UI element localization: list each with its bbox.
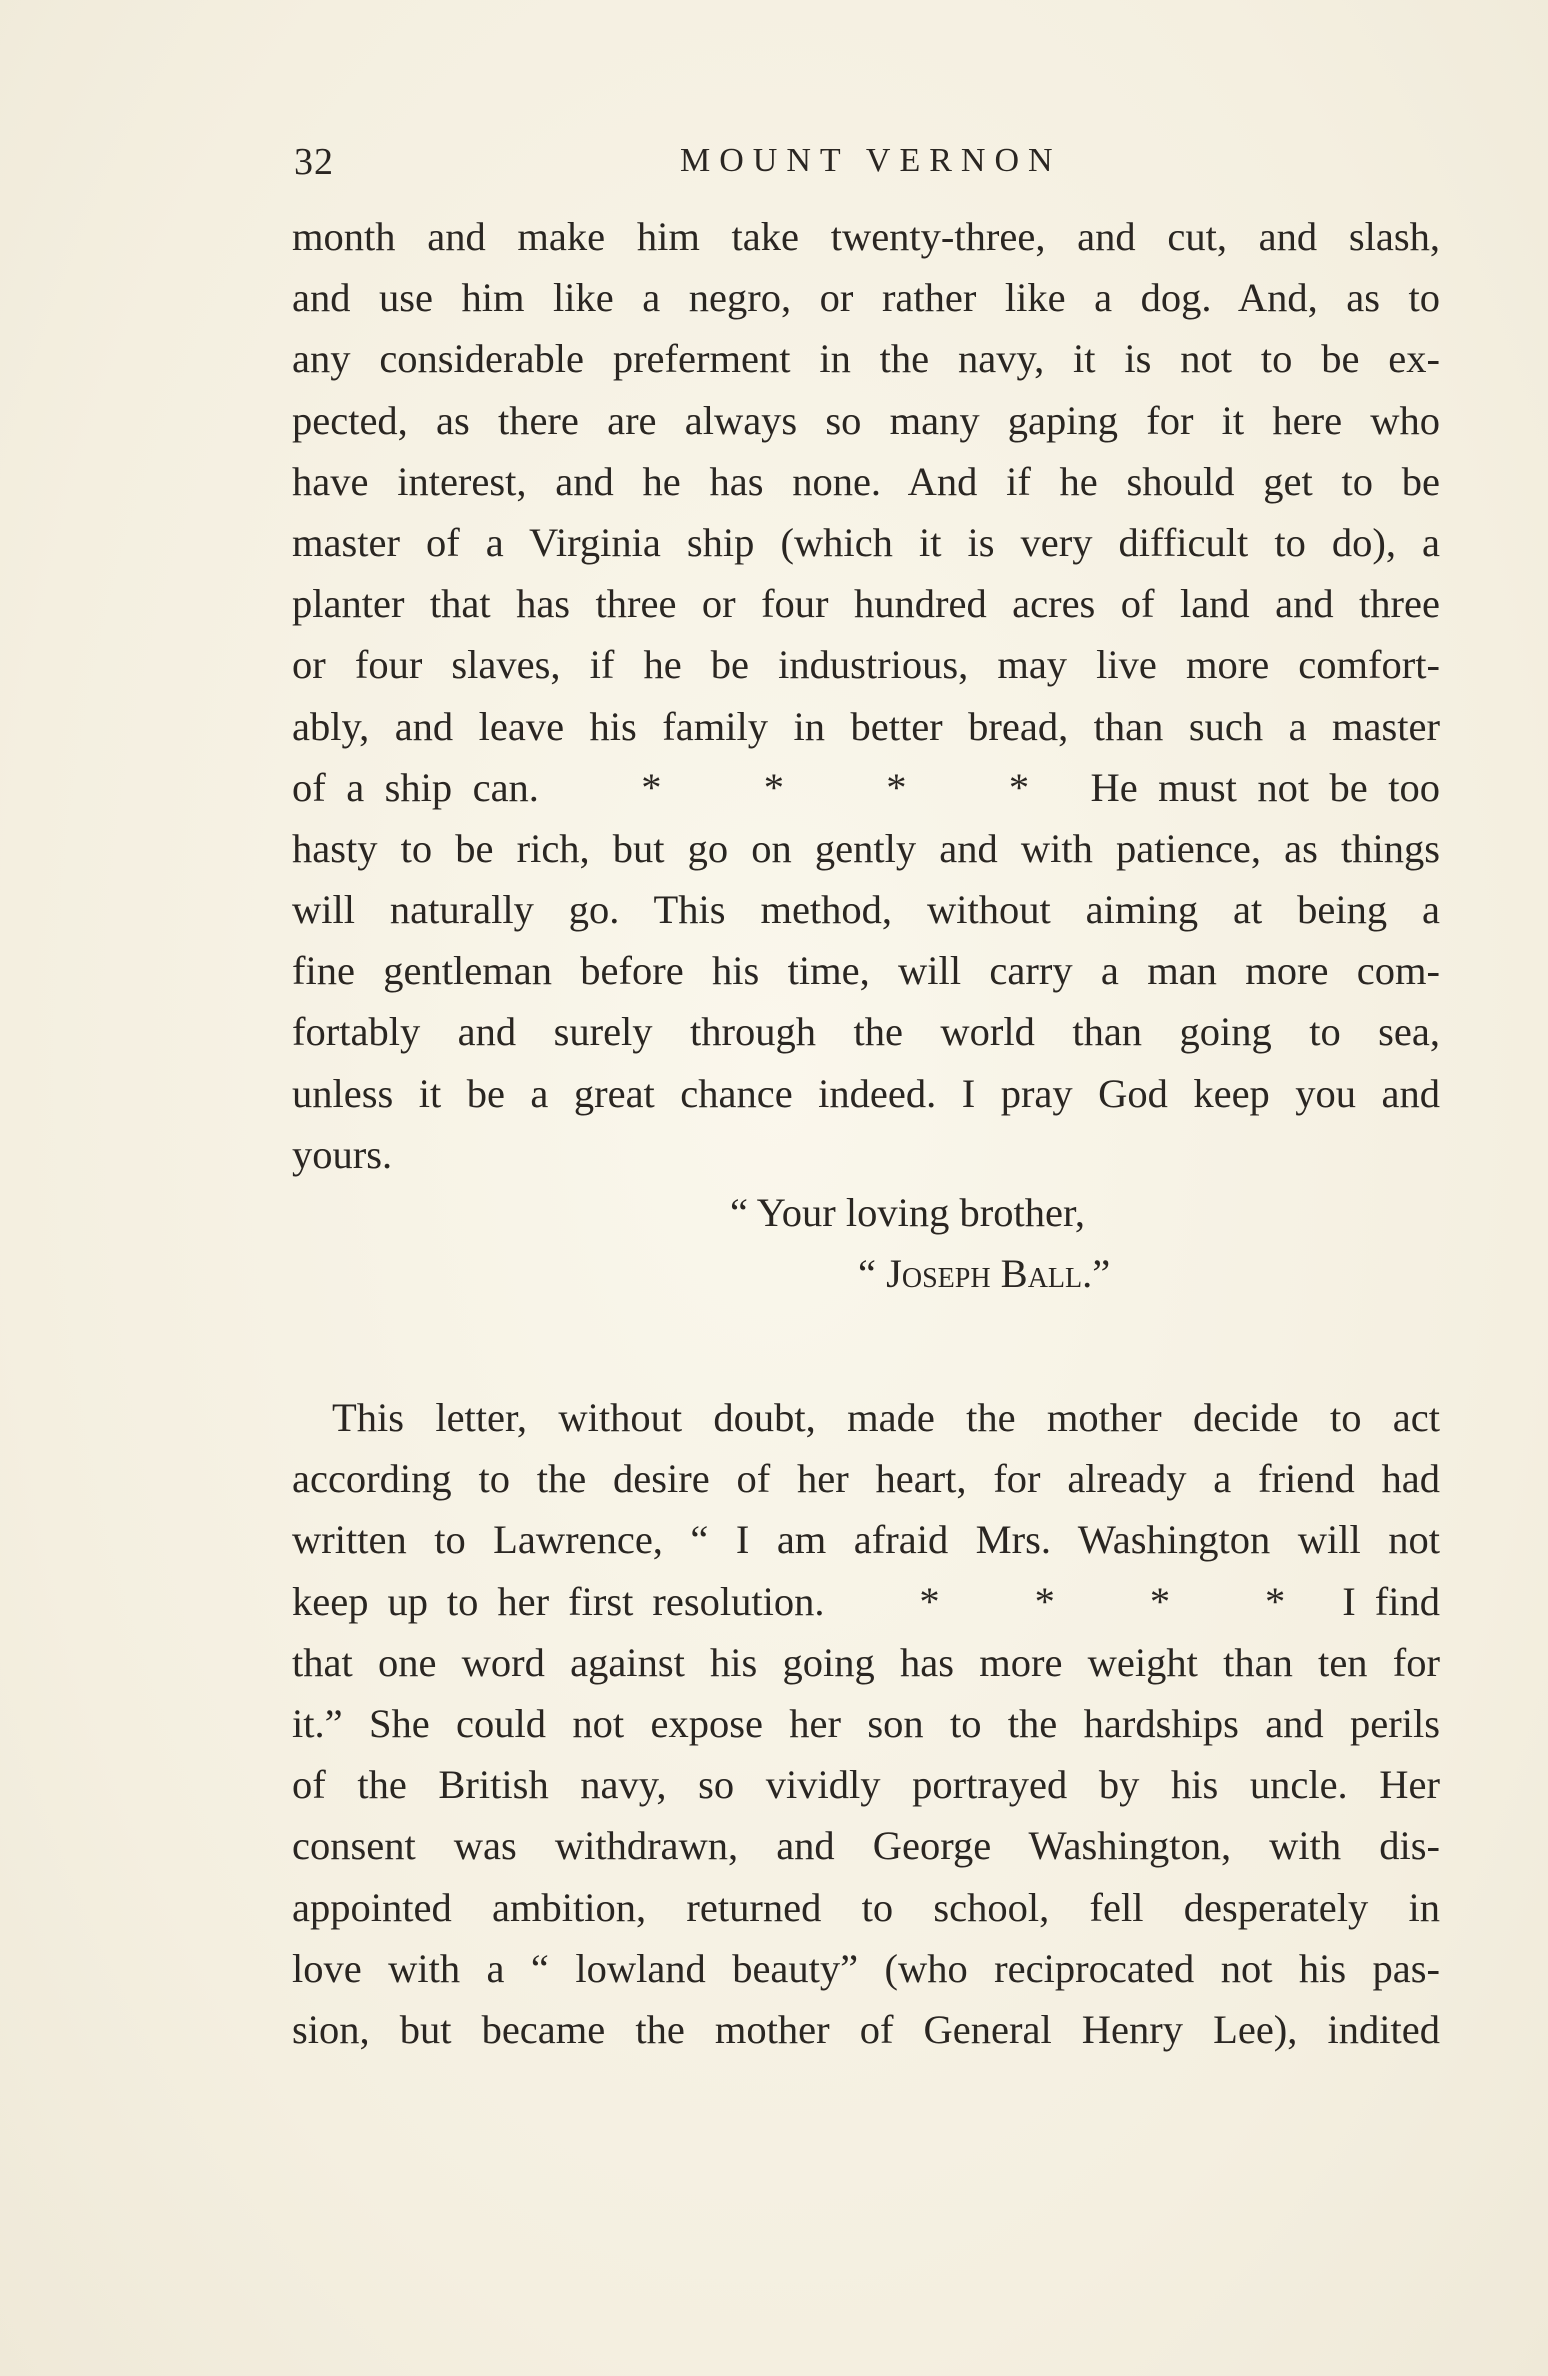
text-line: it.” She could not expose her son to the hardships and perils: [292, 1700, 1440, 1746]
text-line: fortably and surely through the world than going to sea,: [292, 1009, 1440, 1055]
text-line: will naturally go. This method, without aiming at being a: [292, 887, 1440, 933]
text-line: pected, as there are always so many gaping for it here who: [292, 397, 1440, 443]
text-line: according to the desire of her heart, for already a friend had: [292, 1456, 1440, 1502]
text-line: any considerable preferment in the navy, it is not to be ex-: [292, 336, 1440, 382]
text-line: fine gentleman before his time, will carry a man more com-: [292, 948, 1440, 994]
page-header: [290, 140, 1440, 190]
text-line: planter that has three or four hundred acres of land and three: [292, 581, 1440, 627]
text-line: or four slaves, if he be industrious, may live more comfort-: [292, 642, 1440, 688]
narrative-paragraph: [292, 1387, 1440, 2060]
page-number: 32: [294, 141, 334, 183]
text-line: consent was withdrawn, and George Washington, with dis-: [292, 1823, 1440, 1869]
text-line: master of a Virginia ship (which it is very difficult to do), a: [292, 519, 1440, 565]
text-line: and use him like a negro, or rather like a dog. And, as to: [292, 275, 1440, 321]
text-line: hasty to be rich, but go on gently and with patience, as things: [292, 825, 1440, 871]
text-line: sion, but became the mother of General Henry Lee), indited: [292, 2006, 1440, 2052]
running-head: MOUNT VERNON: [680, 142, 1062, 179]
text-line: love with a “ lowland beauty” (who reciprocated not his pas-: [292, 1945, 1440, 1991]
letter-signature: “ Joseph Ball.”: [858, 1251, 1111, 1296]
text-line: yours.: [292, 1131, 393, 1177]
text-line: unless it be a great chance indeed. I pray God keep you and: [292, 1070, 1440, 1116]
text-line: of the British navy, so vividly portrayed by his uncle. Her: [292, 1762, 1440, 1808]
text-line: This letter, without doubt, made the mother decide to act: [332, 1395, 1440, 1440]
letter-salutation: “ Your loving brother,: [730, 1190, 1085, 1235]
text-line: have interest, and he has none. And if he should get to be: [292, 458, 1440, 504]
text-line: ably, and leave his family in better bread, than such a master: [292, 703, 1440, 749]
text-line: appointed ambition, returned to school, fell desperately in: [292, 1884, 1440, 1930]
text-line: that one word against his going has more weight than ten for: [292, 1639, 1440, 1685]
letter-paragraph: [292, 206, 1440, 1185]
text-line: written to Lawrence, “ I am afraid Mrs. Washington will not: [292, 1517, 1440, 1563]
text-line: month and make him take twenty-three, and cut, and slash,: [292, 214, 1440, 259]
text-line: keep up to her first resolution. * * * * I find: [292, 1578, 1440, 1624]
text-line: of a ship can. * * * * He must not be too: [292, 764, 1440, 810]
